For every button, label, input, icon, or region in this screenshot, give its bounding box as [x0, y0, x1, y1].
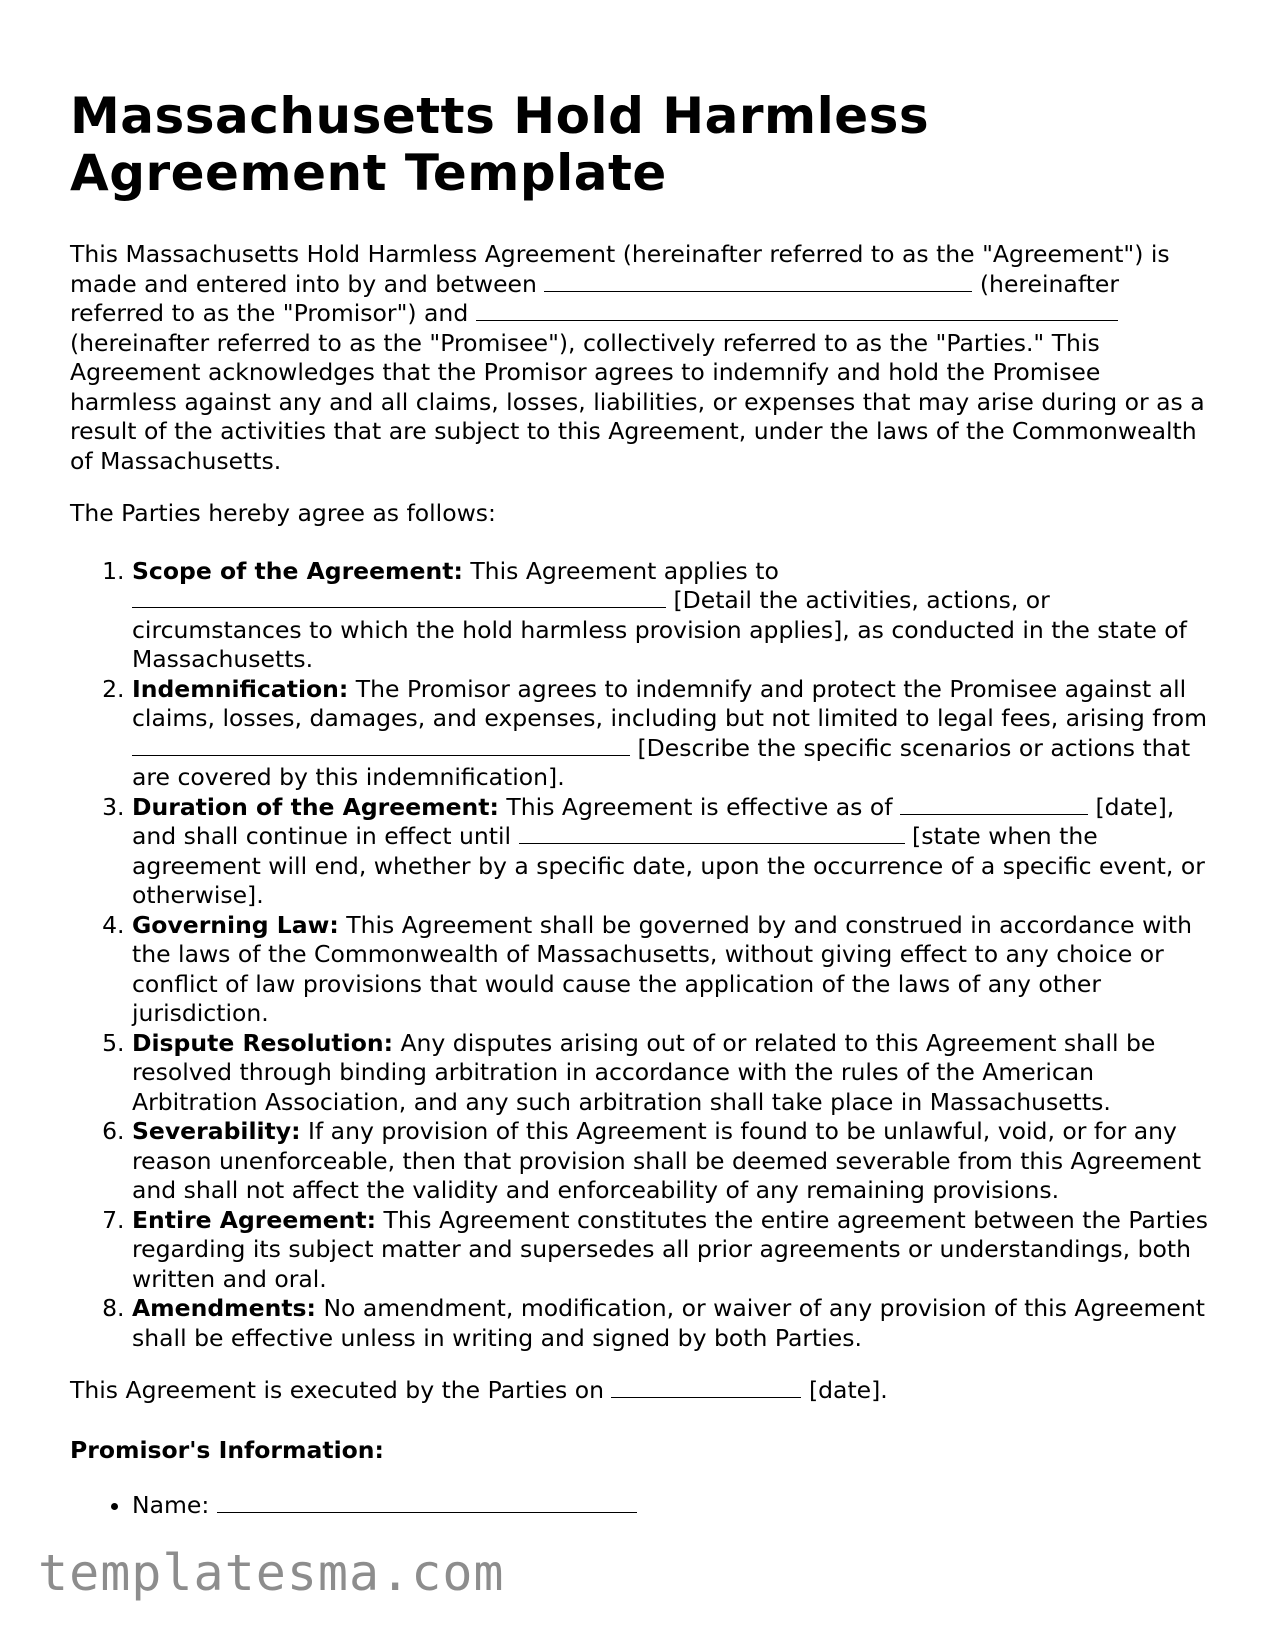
intro-text-3: (hereinafter referred to as the "Promisee"), collectively referred to as the "Parties." This Agreement acknowledges that the Promisor agrees to indemnify and hold the Promisee harmless against any and all claims, losses, liabilities, or expenses that may arise during or as a result of the activities that are subject to this Agreement, under the laws of the Commonwealth of Massachusetts.	[70, 328, 1205, 475]
promisor-name-input-line[interactable]	[217, 1491, 637, 1513]
clause-severability	[132, 1117, 1210, 1206]
clause-text: Any disputes arising out of or related to this Agreement shall be resolved through binding arbitration in accordance with the rules of the American Arbitration Association, and any such arbitration shall take place in Massachusetts.	[132, 1028, 1156, 1116]
intro-text-2: (hereinafter referred to as the "Promisor") and	[70, 269, 1120, 327]
field-label: Name:	[132, 1491, 210, 1519]
clause-text: [date], and shall continue in effect until	[132, 792, 1175, 850]
clause-text: This Agreement shall be governed by and construed in accordance with the laws of the Commonwealth of Massachusetts, without giving effect to any choice or conflict of law provisions that would cause the application of the laws of any other jurisdiction.	[132, 910, 1192, 1027]
execution-text: [date].	[808, 1376, 888, 1404]
promisee-name-blank[interactable]	[476, 299, 1118, 321]
clause-text: [state when the agreement will end, whether by a specific date, upon the occurrence of a specific event, or otherwise].	[132, 822, 1205, 909]
clause-governing-law	[132, 911, 1210, 1029]
clause-text: [Detail the activities, actions, or circumstances to which the hold harmless provision applies], as conducted in the state of Massachusetts.	[132, 586, 1187, 673]
clause-entire-agreement	[132, 1206, 1210, 1295]
clause-text: This Agreement constitutes the entire agreement between the Parties regarding its subject matter and supersedes all prior agreements or understandings, both written and oral.	[132, 1205, 1208, 1293]
execution-date-blank[interactable]	[611, 1376, 801, 1398]
clause-title: Entire Agreement:	[132, 1205, 377, 1234]
clause-list	[70, 557, 1210, 1354]
clause-title: Indemnification:	[132, 674, 349, 703]
clause-indemnification	[132, 675, 1210, 793]
clause-text: [Describe the specific scenarios or actions that are covered by this indemnification].	[132, 733, 1191, 791]
lead-in: The Parties hereby agree as follows:	[70, 499, 496, 527]
clause-duration	[132, 793, 1210, 911]
clause-title: Severability:	[132, 1117, 301, 1145]
clause-text: The Promisor agrees to indemnify and protect the Promisee against all claims, losses, damages, and expenses, including but not limited to legal fees, arising from	[132, 674, 1207, 732]
promisor-info-list	[70, 1491, 1210, 1521]
intro-paragraph	[70, 240, 1210, 476]
watermark: templatesma.com	[38, 1544, 505, 1602]
end-condition-blank[interactable]	[519, 822, 905, 844]
scope-activities-blank[interactable]	[132, 586, 666, 608]
document-page	[70, 88, 1210, 1521]
promisor-name-blank[interactable]	[544, 270, 972, 292]
effective-date-blank[interactable]	[900, 793, 1088, 815]
promisor-info-heading: Promisor's Information:	[70, 1435, 384, 1464]
clause-scope	[132, 557, 1210, 675]
clause-dispute-resolution	[132, 1029, 1210, 1118]
clause-amendments	[132, 1294, 1210, 1353]
document-title: Massachusetts Hold Harmless Agreement Template	[70, 87, 930, 202]
clause-title: Duration of the Agreement:	[132, 792, 499, 821]
clause-title: Governing Law:	[132, 910, 339, 939]
clause-text: This Agreement applies to	[470, 556, 779, 585]
clause-text: No amendment, modification, or waiver of any provision of this Agreement shall be effective unless in writing and signed by both Parties.	[132, 1294, 1205, 1352]
clause-title: Scope of the Agreement:	[132, 556, 463, 585]
promisor-name-field	[132, 1491, 1210, 1521]
clause-title: Dispute Resolution:	[132, 1028, 393, 1057]
intro-text-1: This Massachusetts Hold Harmless Agreement (hereinafter referred to as the "Agreement") is made and entered into by and between	[70, 240, 1170, 298]
clause-text: This Agreement is effective as of	[506, 792, 893, 821]
execution-text: This Agreement is executed by the Parties on	[70, 1376, 604, 1404]
clause-text: If any provision of this Agreement is found to be unlawful, void, or for any reason unenforceable, then that provision shall be deemed severable from this Agreement and shall not affect the validity and enforceability of any remaining provisions.	[132, 1117, 1202, 1204]
indemnification-scenario-blank[interactable]	[132, 734, 630, 756]
clause-title: Amendments:	[132, 1294, 316, 1322]
execution-line	[70, 1376, 1210, 1406]
